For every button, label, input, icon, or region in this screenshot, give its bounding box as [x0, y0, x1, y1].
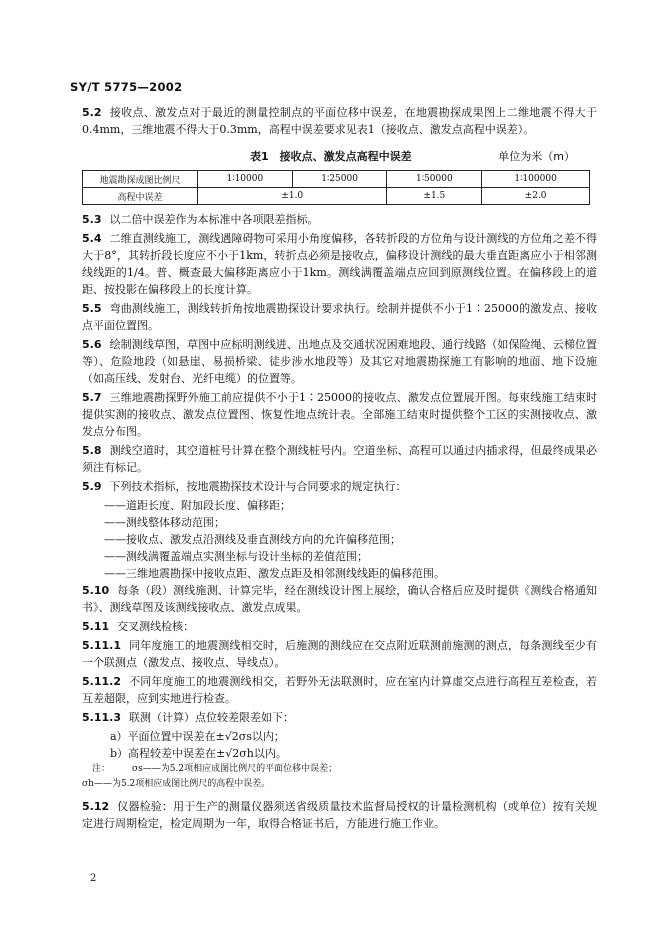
table-cell: 1∶50000 — [387, 171, 482, 188]
note-label: 注： — [92, 764, 111, 774]
note-text: σs——为5.2项相应成图比例尺的平面位移中误差； — [132, 764, 338, 774]
note-line — [82, 762, 597, 777]
paragraph-text: 下列技术指标，按地震勘探技术设计与合同要求的规定执行： — [109, 480, 407, 493]
paragraph-text: 不同年度施工的地震测线相交，若野外无法联测时，应在室内计算虚交点进行高程互差检查，若互差超限，应到实地进行检查。 — [82, 675, 597, 705]
document-body — [82, 104, 597, 834]
paragraph-text: 三维地震勘探野外施工前应提供不小于1∶25000的接收点、激发点位置展开图。每束线施工结束时提供实测的接收点、激发点位置图、恢复性地点统计表。全部施工结束时提供整个工区的实测接收点、激发点分布图。 — [82, 391, 597, 438]
paragraph-text: 弯曲测线施工，测线转折角按地震勘探设计要求执行。绘制并提供不小于1∶25000的激发点、接收点平面位置图。 — [82, 302, 597, 332]
note-line: σh——为5.2项相应成图比例尺的高程中误差。 — [82, 779, 271, 789]
list-item-a: a）平面位置中误差在±√2σs以内； — [110, 730, 285, 743]
paragraph-5-11-1 — [82, 637, 597, 671]
paragraph-5-12 — [82, 798, 597, 832]
paragraph-5-2 — [82, 104, 597, 138]
section-number: 5.11.1 — [82, 639, 121, 652]
section-number: 5.3 — [82, 213, 102, 226]
list-item: ——测线满覆盖端点实测坐标与设计坐标的差值范围； — [104, 550, 368, 563]
paragraph-5-11-3 — [82, 709, 597, 726]
paragraph-5-8 — [82, 442, 597, 476]
paragraph-text: 测线空道时，其空道桩号计算在整个测线桩号内。空道坐标、高程可以通过内插求得，但最终成果必须注有标记。 — [82, 444, 597, 474]
list-item-b: b）高程较差中误差在±√2σh以内。 — [110, 747, 287, 760]
section-number: 5.8 — [82, 444, 102, 457]
paragraph-text: 以二倍中误差作为本标准中各项限差指标。 — [109, 213, 319, 226]
page-number: 2 — [90, 873, 97, 884]
paragraph-text: 同年度施工的地震测线相交时，后施测的测线应在交点附近联测前施测的测点，每条测线至少有一个联测点（激发点、接收点、导线点）。 — [82, 639, 597, 669]
paragraph-5-5 — [82, 300, 597, 334]
paragraph-5-4 — [82, 230, 597, 298]
paragraph-5-9 — [82, 478, 597, 495]
section-number: 5.11.3 — [82, 711, 121, 724]
paragraph-5-6 — [82, 336, 597, 387]
elevation-error-table — [82, 170, 590, 205]
section-number: 5.9 — [82, 480, 102, 493]
table-cell: ±1.0 — [198, 188, 387, 205]
standard-code-header: SY/T 5775—2002 — [70, 80, 183, 94]
paragraph-5-11-2 — [82, 673, 597, 707]
paragraph-text: 每条（段）测线施测、计算完毕，经在测线设计图上展绘，确认合格后应及时提供《测线合格通知书》、测线草图及该测线接收点、激发点成果。 — [82, 584, 597, 614]
paragraph-text: 绘制测线草图，草图中应标明测线进、出地点及交通状况困难地段、通行线路（如保险绳、云梯位置等）、危险地段（如悬崖、易损桥梁、徒步涉水地段等）及其它对地震勘探施工有影响的地面、地下设施（如高压线、发射台、光纤电缆）的位置等。 — [82, 338, 597, 385]
paragraph-text: 二维直测线施工，测线遇障碍物可采用小角度偏移，各转折段的方位角与设计测线的方位角之差不得大于8°，其转折段长度应不小于1km，转折点必须是接收点，偏移设计测线的最大垂直距离应小于相邻测线线距的1/4。普、概查最大偏移距离应小于1km。测线满覆盖端点应回到原测线位置。在偏移段上的道距、按投影在偏移段上的长度计算。 — [82, 232, 597, 296]
section-number: 5.11.2 — [82, 675, 121, 688]
paragraph-text: 联测（计算）点位较差限差如下： — [128, 711, 294, 724]
table-unit: 单位为米（m） — [498, 150, 575, 163]
section-number: 5.10 — [82, 584, 110, 597]
table-row — [83, 171, 590, 188]
paragraph-text: 仪器检验：用于生产的测量仪器须送省级质量技术监督局授权的计量检测机构（或单位）按有关规定进行周期检定，检定周期为一年，取得合格证书后，方能进行施工作业。 — [82, 800, 597, 830]
table-caption — [82, 146, 597, 168]
paragraph-5-11 — [82, 618, 597, 635]
paragraph-5-3 — [82, 211, 597, 228]
table-row-header: 高程中误差 — [83, 188, 198, 205]
table-row — [83, 188, 590, 205]
table-cell: 1∶25000 — [292, 171, 387, 188]
paragraph-5-10 — [82, 582, 597, 616]
table-cell: ±2.0 — [482, 188, 590, 205]
section-number: 5.4 — [82, 232, 102, 245]
table-row-header: 地震勘探成图比例尺 — [83, 171, 198, 188]
list-item: ——三维地震勘探中接收点距、激发点距及相邻测线线距的偏移范围。 — [104, 567, 445, 580]
list-item: ——道距长度、附加段长度、偏移距； — [104, 499, 291, 512]
section-number: 5.6 — [82, 338, 102, 351]
table-cell: 1∶100000 — [482, 171, 590, 188]
section-number: 5.11 — [82, 620, 110, 633]
section-number: 5.5 — [82, 302, 102, 315]
paragraph-text: 接收点、激发点对于最近的测量控制点的平面位移中误差，在地震勘探成果图上二维地震不得大于0.4mm，三维地震不得大于0.3mm，高程中误差要求见表1（接收点、激发点高程中误差）。 — [82, 106, 597, 136]
table-cell: 1∶10000 — [198, 171, 293, 188]
table-title: 表1 接收点、激发点高程中误差 — [250, 150, 412, 163]
section-number: 5.12 — [82, 800, 110, 813]
list-item: ——测线整体移动范围； — [104, 516, 225, 529]
list-item: ——接收点、激发点沿测线及垂直测线方向的允许偏移范围； — [104, 533, 401, 546]
section-number: 5.2 — [82, 106, 102, 119]
table-cell: ±1.5 — [387, 188, 482, 205]
paragraph-text: 交叉测线检核： — [117, 620, 195, 633]
paragraph-5-7 — [82, 389, 597, 440]
section-number: 5.7 — [82, 391, 102, 404]
